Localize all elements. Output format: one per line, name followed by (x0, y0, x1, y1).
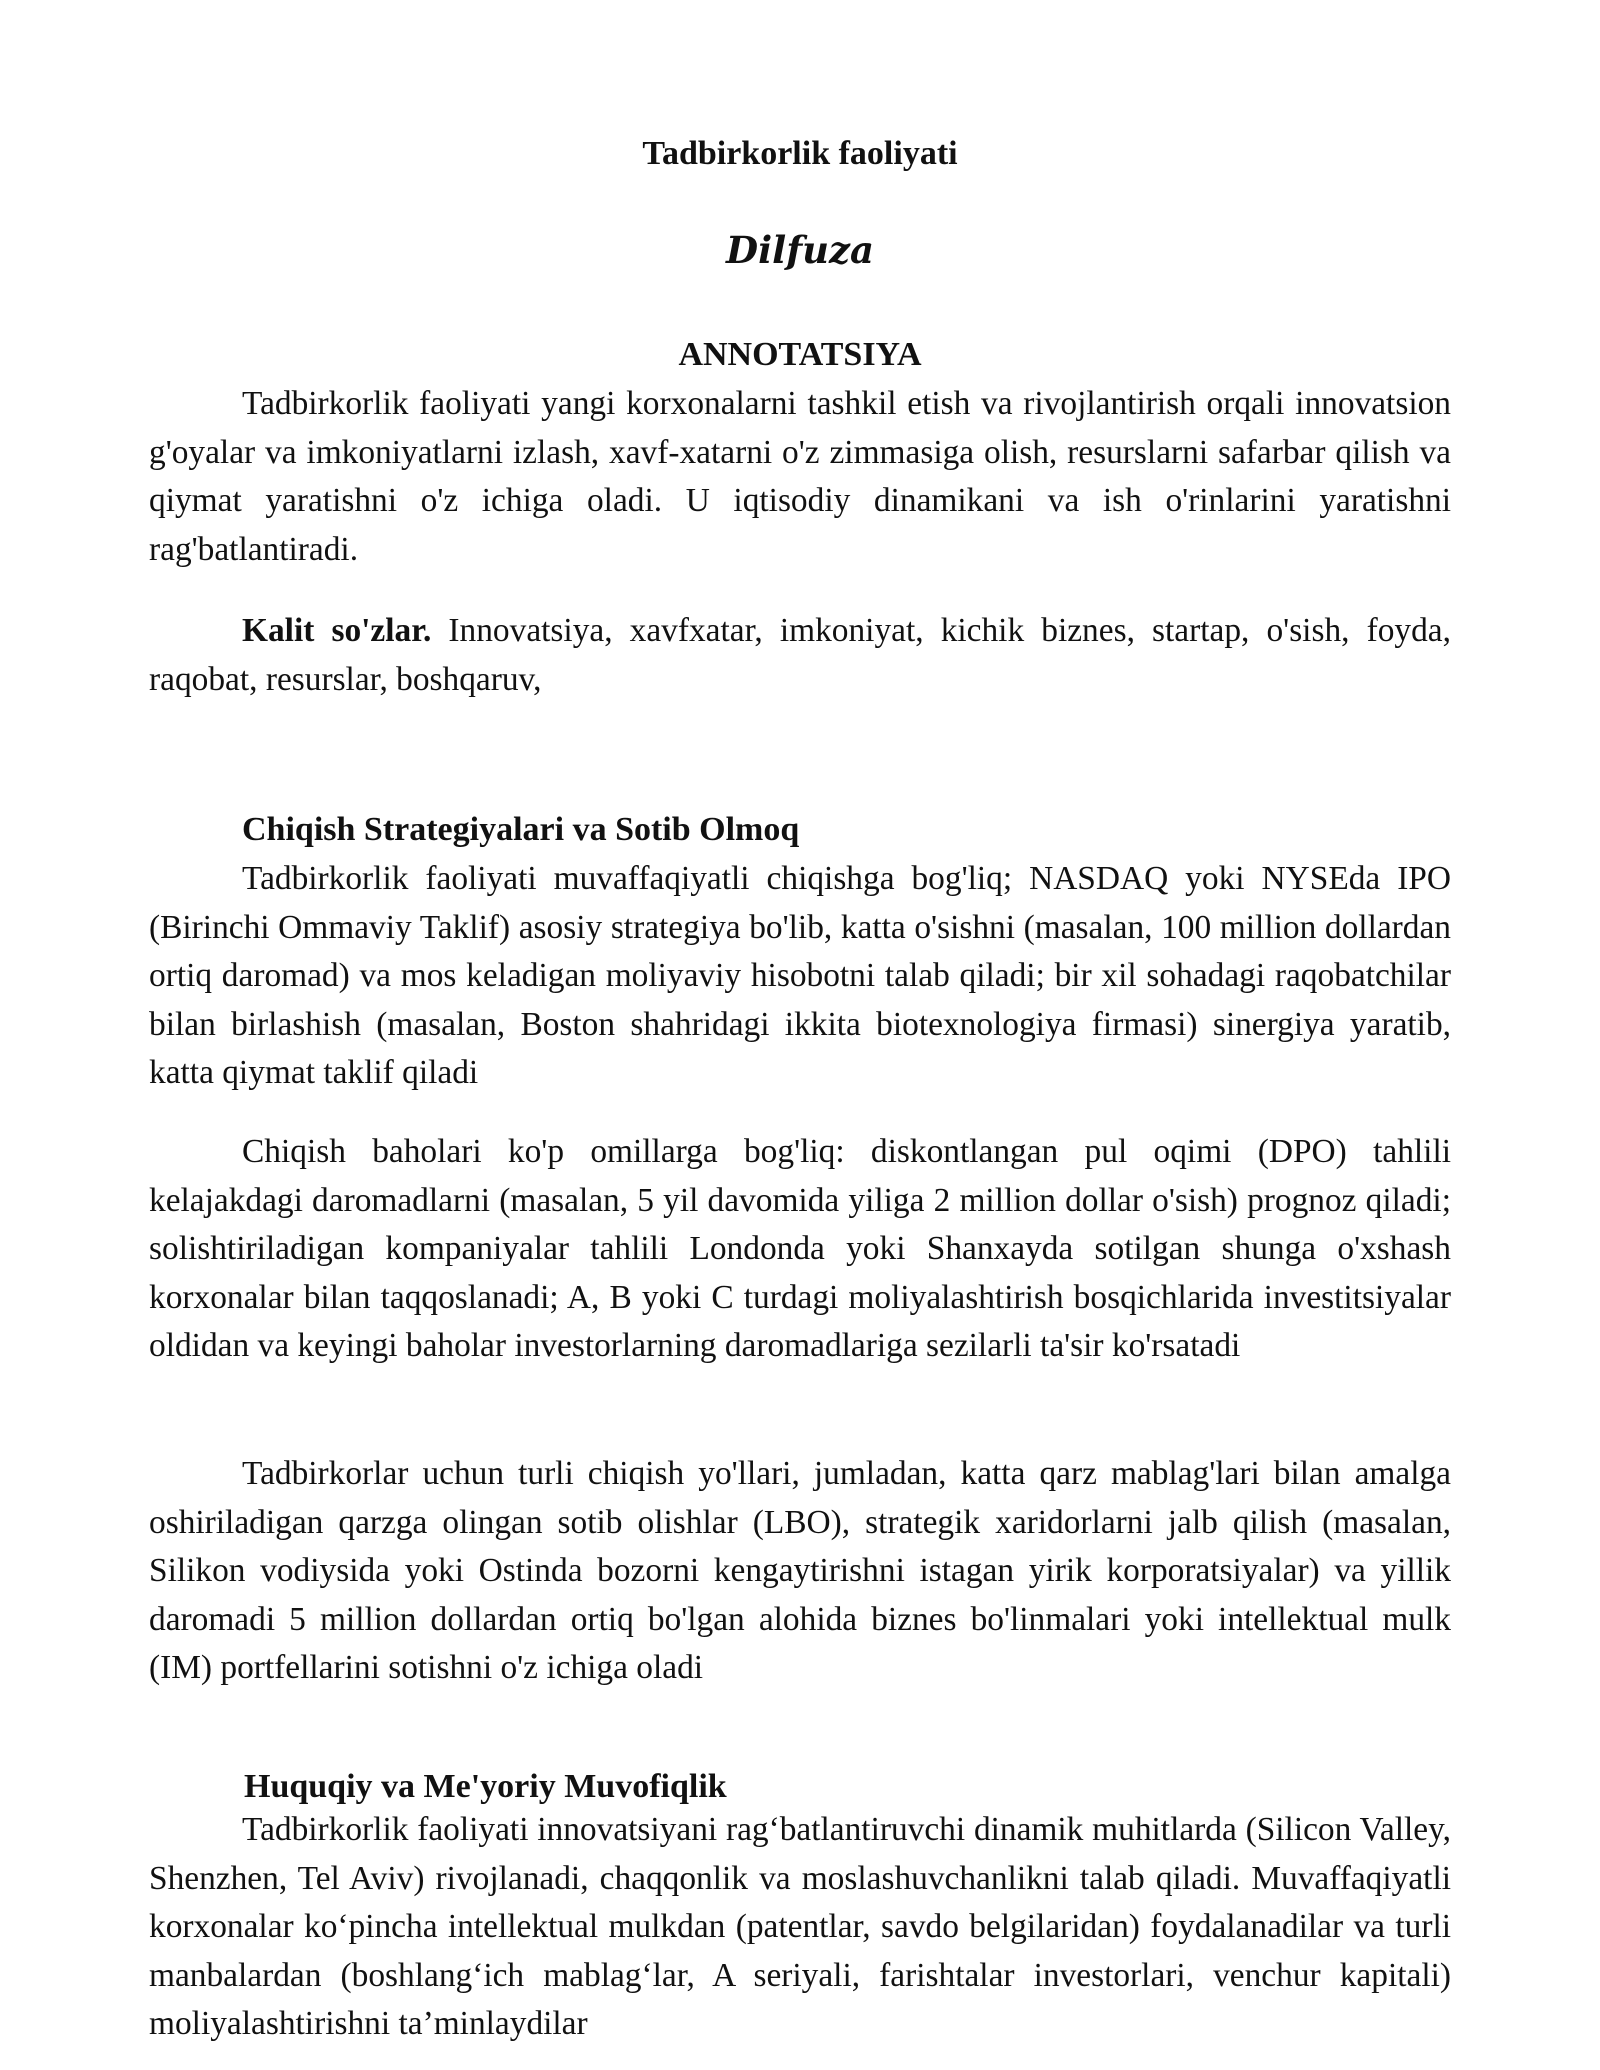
keywords-label: Kalit so'zlar. (242, 612, 432, 649)
section-2-paragraph-1: Tadbirkorlik faoliyati innovatsiyani rag‘batlantiruvchi dinamik muhitlarda (Silicon Valley, Shenzhen, Tel Aviv) rivojlanadi, chaqqonlik va moslashuvchanlikni talab qiladi. Muvaffaqiyatli korxonalar ko‘pincha intellektual mulkdan (patentlar, savdo belgilaridan) foydalanadilar va turli manbalardan (boshlang‘ich mablag‘lar, A seriyali, farishtalar investorlari, venchur kapitali) moliyalashtirishni ta’minlaydilar (149, 1811, 1451, 2043)
document-title: Tadbirkorlik faoliyati (642, 135, 958, 172)
section-1-paragraph-3: Tadbirkorlar uchun turli chiqish yo'llari, jumladan, katta qarz mablag'lari bilan amalga oshiriladigan qarzga olingan sotib olishlar (LBO), strategik xaridorlarni jalb qilish (masalan, Silikon vodiysida yoki Ostinda bozorni kengaytirishni istagan yirik korporatsiyalar) va yillik daromadi 5 million dollardan ortiq bo'lgan alohida biznes bo'linmalari yoki intellektual mulk (IM) portfellarini sotishni o'z ichiga oladi (149, 1455, 1451, 1687)
section-1-paragraph-2: Chiqish baholari ko'p omillarga bog'liq: diskontlangan pul oqimi (DPO) tahlili kelajakdagi daromadlarni (masalan, 5 yil davomida yiliga 2 million dollar o'sish) prognoz qiladi; solishtiriladigan kompaniyalar tahlili Londonda yoki Shanxayda sotilgan shunga o'xshash korxonalar bilan taqqoslanadi; A, B yoki C turdagi moliyalashtirish bosqichlarida investitsiyalar oldidan va keyingi baholar investorlarning daromadlariga sezilarli ta'sir ko'rsatadi (149, 1133, 1451, 1365)
keywords-text: Innovatsiya, xavfxatar, imkoniyat, kichik biznes, startap, o'sish, foyda, raqobat, resurslar, boshqaruv, (149, 612, 1451, 698)
abstract-paragraph: Tadbirkorlik faoliyati yangi korxonalarni tashkil etish va rivojlantirish orqali innovatsion g'oyalar va imkoniyatlarni izlash, xavf-xatarni o'z zimmasiga olish, resurslarni safarbar qilish va qiymat yaratishni o'z ichiga oladi. U iqtisodiy dinamikani va ish o'rinlarini yaratishni rag'batlantiradi. (149, 385, 1451, 568)
section-heading-exit-strategies: Chiqish Strategiyalari va Sotib Olmoq (242, 811, 800, 848)
section-1-paragraph-1: Tadbirkorlik faoliyati muvaffaqiyatli chiqishga bog'liq; NASDAQ yoki NYSEda IPO (Birinchi Ommaviy Taklif) asosiy strategiya bo'lib, katta o'sishni (masalan, 100 million dollardan ortiq daromad) va mos keladigan moliyaviy hisobotni talab qiladi; bir xil sohadagi raqobatchilar bilan birlashish (masalan, Boston shahridagi ikkita biotexnologiya firmasi) sinergiya yaratib, katta qiymat taklif qiladi (149, 860, 1451, 1092)
abstract-heading: ANNOTATSIYA (678, 336, 922, 373)
author-name: Dilfuza (726, 228, 874, 272)
section-heading-legal-compliance: Huquqiy va Me'yoriy Muvofiqlik (244, 1768, 727, 1805)
keywords-paragraph (149, 607, 1451, 704)
